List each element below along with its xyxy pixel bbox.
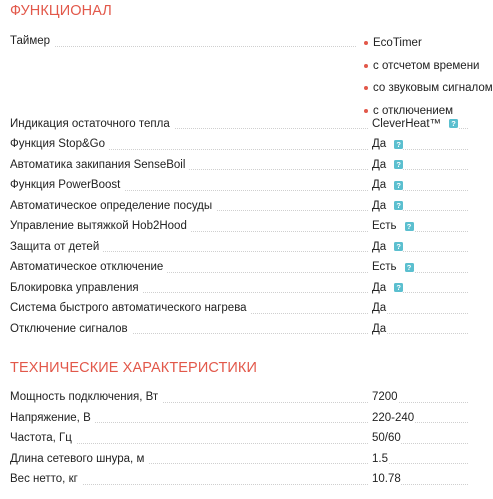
row-label: Напряжение, В: [10, 411, 95, 425]
help-icon[interactable]: ?: [394, 181, 403, 190]
section-title-specs: ТЕХНИЧЕСКИЕ ХАРАКТЕРИСТИКИ: [10, 360, 257, 376]
row-label: Управление вытяжкой Hob2Hood: [10, 219, 191, 233]
spec-row-power: [10, 388, 468, 409]
row-value: Да ?: [368, 158, 403, 172]
spec-row-hob2hood: [10, 217, 468, 238]
row-label: Автоматическое отключение: [10, 260, 167, 274]
row-label: Мощность подключения, Вт: [10, 390, 162, 404]
spec-row-pan-detection: [10, 197, 468, 218]
spec-row-net-weight: [10, 470, 468, 491]
row-label: Индикация остаточного тепла: [10, 117, 174, 131]
row-label: Система быстрого автоматического нагрева: [10, 301, 251, 315]
row-label: Защита от детей: [10, 240, 103, 254]
row-leader: [10, 46, 356, 47]
row-value: CleverHeat™ ?: [368, 117, 458, 131]
row-value: Да: [368, 322, 386, 336]
row-value: Есть ?: [368, 219, 414, 233]
timer-options-list: [364, 31, 493, 121]
timer-option: EcoTimer: [364, 31, 493, 54]
spec-row-child-lock: [10, 238, 468, 259]
spec-row-frequency: [10, 429, 468, 450]
row-value: 10.78: [368, 472, 401, 486]
spec-row-auto-off: [10, 258, 468, 279]
timer-option: с отключением: [364, 99, 493, 122]
row-label: Вес нетто, кг: [10, 472, 82, 486]
section-title-functional: ФУНКЦИОНАЛ: [10, 3, 112, 19]
row-value: Да ?: [368, 199, 403, 213]
bullet-icon: [364, 86, 368, 90]
row-value: Есть ?: [368, 260, 414, 274]
row-label: Функция Stop&Go: [10, 137, 109, 151]
spec-row-cord-length: [10, 450, 468, 471]
row-label: Частота, Гц: [10, 431, 76, 445]
spec-row-voltage: [10, 409, 468, 430]
row-value: 220-240: [368, 411, 414, 425]
spec-row-powerboost: [10, 176, 468, 197]
row-label: Функция PowerBoost: [10, 178, 124, 192]
timer-option: со звуковым сигналом: [364, 76, 493, 99]
bullet-icon: [364, 64, 368, 68]
spec-row-stop-go: [10, 135, 468, 156]
row-value: Да ?: [368, 178, 403, 192]
help-icon[interactable]: ?: [394, 242, 403, 251]
bullet-icon: [364, 41, 368, 45]
row-value: 1.5: [368, 452, 388, 466]
spec-row-mute-signals: [10, 320, 468, 341]
timer-option: с отсчетом времени: [364, 54, 493, 77]
spec-row-residual-heat: [10, 115, 468, 136]
help-icon[interactable]: ?: [394, 140, 403, 149]
row-label: Отключение сигналов: [10, 322, 132, 336]
bullet-icon: [364, 109, 368, 113]
help-icon[interactable]: ?: [405, 222, 414, 231]
row-label: Длина сетевого шнура, м: [10, 452, 148, 466]
row-value: 50/60: [368, 431, 401, 445]
row-label: Блокировка управления: [10, 281, 143, 295]
spec-row-senseboil: [10, 156, 468, 177]
row-label: Автоматика закипания SenseBoil: [10, 158, 189, 172]
row-label: Автоматическое определение посуды: [10, 199, 216, 213]
row-value: Да ?: [368, 240, 403, 254]
help-icon[interactable]: ?: [449, 119, 458, 128]
row-value: 7200: [368, 390, 398, 404]
row-value: Да ?: [368, 281, 403, 295]
row-value: Да ?: [368, 137, 403, 151]
help-icon[interactable]: ?: [394, 160, 403, 169]
help-icon[interactable]: ?: [394, 283, 403, 292]
spec-row-control-lock: [10, 279, 468, 300]
help-icon[interactable]: ?: [405, 263, 414, 272]
spec-row-fast-heat: [10, 299, 468, 320]
row-label: Таймер: [10, 34, 54, 48]
help-icon[interactable]: ?: [394, 201, 403, 210]
row-value: Да: [368, 301, 386, 315]
